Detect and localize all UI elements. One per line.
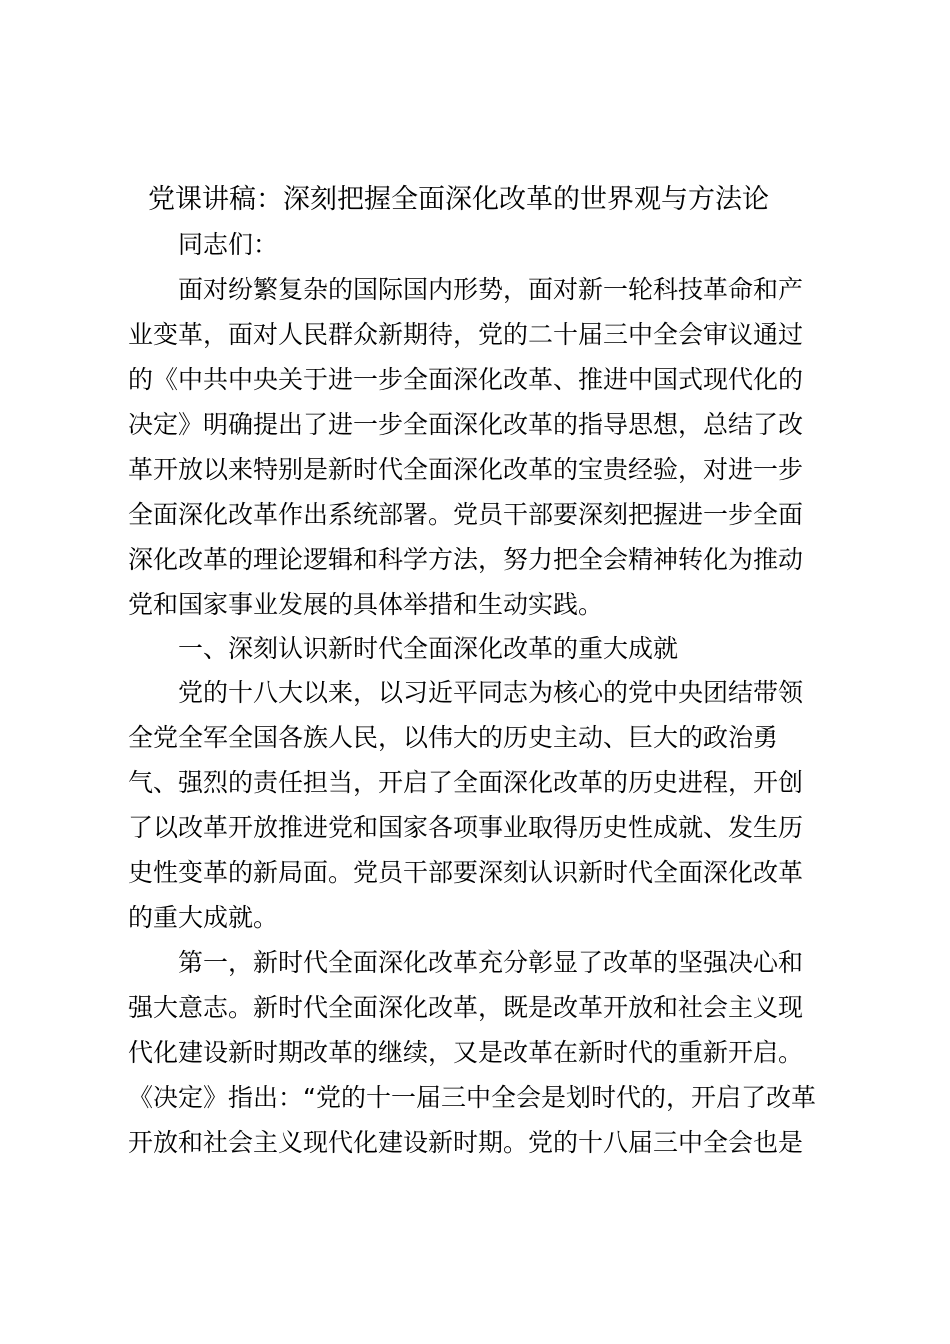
paragraph-line: 的《中共中央关于进一步全面深化改革、推进中国式现代化的 — [128, 365, 804, 394]
paragraph-line: 强大意志。新时代全面深化改革，既是改革开放和社会主义现 — [128, 993, 804, 1022]
paragraph-line: 深化改革的理论逻辑和科学方法，努力把全会精神转化为推动 — [128, 545, 804, 574]
paragraph-line: 全面深化改革作出系统部署。党员干部要深刻把握进一步全面 — [128, 500, 804, 529]
paragraph-line: 的重大成就。 — [128, 903, 279, 932]
paragraph-line: 《决定》指出：“党的十一届三中全会是划时代的，开启了改革 — [128, 1083, 816, 1112]
paragraph-line: 代化建设新时期改革的继续，又是改革在新时代的重新开启。 — [128, 1038, 804, 1067]
paragraph-line: 党和国家事业发展的具体举措和生动实践。 — [128, 590, 604, 619]
paragraph-line: 了以改革开放推进党和国家各项事业取得历史性成就、发生历 — [128, 813, 804, 842]
section-heading: 一、深刻认识新时代全面深化改革的重大成就 — [178, 634, 679, 663]
paragraph-line: 面对纷繁复杂的国际国内形势，面对新一轮科技革命和产 — [178, 275, 804, 304]
paragraph-line: 史性变革的新局面。党员干部要深刻认识新时代全面深化改革 — [128, 858, 804, 887]
paragraph-line: 气、强烈的责任担当，开启了全面深化改革的历史进程，开创 — [128, 768, 804, 797]
paragraph-line: 决定》明确提出了进一步全面深化改革的指导思想，总结了改 — [128, 410, 804, 439]
paragraph-line: 全党全军全国各族人民，以伟大的历史主动、巨大的政治勇 — [128, 723, 779, 752]
salutation: 同志们： — [178, 230, 279, 259]
document-title: 党课讲稿：深刻把握全面深化改革的世界观与方法论 — [148, 184, 769, 215]
paragraph-line: 党的十八大以来，以习近平同志为核心的党中央团结带领 — [178, 678, 804, 707]
paragraph-line: 业变革，面对人民群众新期待，党的二十届三中全会审议通过 — [128, 320, 804, 349]
paragraph-line: 开放和社会主义现代化建设新时期。党的十八届三中全会也是 — [128, 1128, 804, 1157]
paragraph-line: 革开放以来特别是新时代全面深化改革的宝贵经验，对进一步 — [128, 455, 804, 484]
paragraph-line: 第一，新时代全面深化改革充分彰显了改革的坚强决心和 — [178, 948, 804, 977]
